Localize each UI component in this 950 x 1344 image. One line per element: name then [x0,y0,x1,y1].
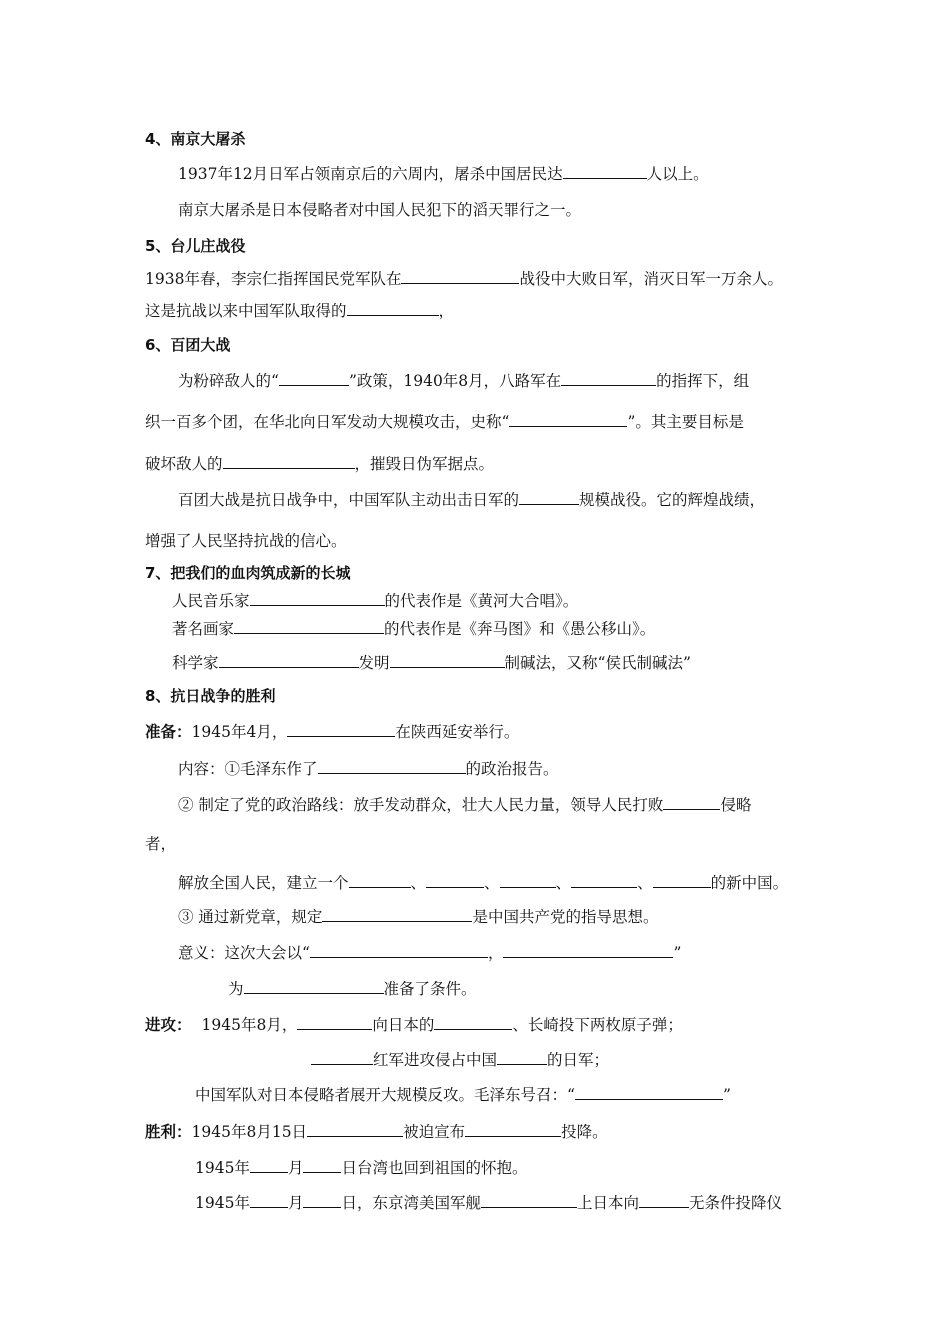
text: 日，东京湾美国军舰 [341,1194,481,1212]
section-8-heading: 8、抗日战争的胜利 [145,687,276,705]
text: ： [176,723,192,741]
text: 中国军队对日本侵略者展开大规模反攻。毛泽东号召：“ [195,1086,575,1104]
section-6-heading: 6、百团大战 [145,336,231,354]
text: 1945年 [195,1159,250,1177]
text: 、 [484,874,500,892]
text: ” [722,1086,731,1104]
blank-2[interactable] [303,1157,341,1173]
text: 1945年 [195,1194,250,1212]
s8-victory-line-3 [195,1192,782,1213]
s8-attack-line-1 [145,1014,683,1035]
text: 织一百多个团，在华北向日军发动大规模攻击，史称“ [145,413,510,431]
text: 的代表作是《奔马图》和《愚公移山》。 [384,620,656,638]
text: 破坏敌人的 [145,455,223,473]
blank-1[interactable] [287,721,395,737]
text: ，摧毁日伪军据点。 [354,455,495,473]
section-4-heading: 4、南京大屠杀 [145,130,246,148]
text: 的指挥下，组 [656,372,750,390]
text: 内容：①毛泽东作了 [178,760,318,778]
text: 人以上。 [646,165,709,183]
text: 解放全国人民，建立一个 [178,874,349,892]
s4-line-2: 南京大屠杀是日本侵略者对中国人民犯下的滔天罪行之一。 [178,201,582,219]
text: 无条件投降仪 [689,1194,783,1212]
blank-1[interactable] [519,489,579,505]
s8-prep-line-4: 者， [145,835,177,853]
blank-2[interactable] [561,370,656,386]
blank-1[interactable] [297,1014,372,1030]
s8-prep-line-3 [178,794,751,815]
text: 的日军； [547,1051,610,1069]
text: 1938年春，李宗仁指挥国民党军队在 [145,270,402,288]
s4-line-1 [178,163,709,184]
s8-prep-line-1 [145,721,519,742]
blank-3[interactable] [481,1192,577,1208]
blank-4[interactable] [639,1192,689,1208]
text: 制碱法，又称“侯氏制碱法” [504,654,691,672]
text: 月 [287,1159,304,1177]
s5-line-2 [145,300,454,321]
text: ： [176,1016,192,1034]
text: 为 [228,980,244,998]
s6-line-4 [178,489,765,510]
text: 1945年8月， [201,1016,298,1034]
blank-1[interactable] [575,1084,723,1100]
text: ② 制定了党的政治路线：放手发动群众，壮大人民力量，领导人民打败 [178,796,664,814]
text: 准备了条件。 [383,980,477,998]
text: 战役中大败日军，消灭日军一万余人。 [519,270,783,288]
s7-line-2 [172,618,655,639]
blank-1[interactable] [244,978,384,994]
blank-2[interactable] [503,942,673,958]
s5-line-1 [145,268,783,289]
text: ”政策，1940年8月，八路军在 [348,372,562,390]
blank-1[interactable] [307,1121,403,1137]
text: 1945年8月15日 [191,1123,308,1141]
blank-1[interactable] [250,1192,288,1208]
s7-line-1 [172,590,578,611]
blank-2[interactable] [426,872,484,888]
text: 、 [410,874,427,892]
text: 百团大战是抗日战争中，中国军队主动出击日军的 [178,491,520,509]
s8-prep-line-8 [228,978,477,999]
text: 这是抗战以来中国军队取得的 [145,302,347,320]
s8-attack-line-3 [195,1084,731,1105]
blank-1[interactable] [401,268,519,284]
s8-victory-line-1 [145,1121,608,1142]
s8-prep-line-6 [178,906,658,927]
blank-3[interactable] [500,872,556,888]
blank-1[interactable] [347,300,439,316]
s8-prep-line-2 [178,758,559,779]
text: 月 [287,1194,304,1212]
text: 为粉碎敌人的“ [178,372,279,390]
text: 的代表作是《黄河大合唱》。 [384,592,579,610]
blank-1[interactable] [318,758,466,774]
blank-1[interactable] [311,1049,373,1065]
section-5-heading: 5、台儿庄战役 [145,237,246,255]
text: 1945年4月， [191,723,288,741]
text: 、 [555,874,572,892]
s8-prep-line-7 [178,942,681,963]
text: 红军进攻侵占中国 [373,1051,498,1069]
text: 规模战役。它的辉煌战绩， [579,491,766,509]
blank-1[interactable] [234,618,384,634]
s8-victory-line-2 [195,1157,527,1178]
text: 投降。 [561,1123,608,1141]
text: ， [487,944,504,962]
blank-2[interactable] [465,1121,561,1137]
text: 上日本向 [576,1194,639,1212]
blank-2[interactable] [390,652,505,668]
text: 人民音乐家 [172,592,250,610]
blank-1[interactable] [322,906,472,922]
blank-2[interactable] [497,1049,547,1065]
text: ： [176,1123,192,1141]
blank-1[interactable] [250,590,385,606]
s7-line-3 [172,652,691,673]
text: 向日本的 [372,1016,435,1034]
text: 意义：这次大会以“ [178,944,310,962]
attack-label: 进攻 [145,1016,177,1034]
text: 日台湾也回到祖国的怀抱。 [341,1159,528,1177]
blank-1[interactable] [349,872,411,888]
s6-line-2 [145,411,744,432]
text: 的新中国。 [710,874,789,892]
blank-5[interactable] [653,872,711,888]
blank-4[interactable] [571,872,637,888]
blank-1[interactable] [279,370,349,386]
text: 被迫宣布 [403,1123,466,1141]
s6-line-1 [178,370,749,391]
text: ③ 通过新党章，规定 [178,908,323,926]
blank-1[interactable] [509,411,627,427]
text: 在陕西延安举行。 [395,723,520,741]
text: ”。其主要目标是 [627,413,744,431]
s8-prep-line-5 [178,872,788,893]
text: 1937年12月日军占领南京后的六周内，屠杀中国居民达 [178,165,563,183]
blank-1[interactable] [563,163,647,179]
text: 的政治报告。 [465,760,559,778]
blank-2[interactable] [303,1192,341,1208]
text: 侵略 [720,796,752,814]
blank-1[interactable] [223,453,355,469]
text: 是中国共产党的指导思想。 [472,908,659,926]
text: 、长崎投下两枚原子弹； [512,1016,683,1034]
text: 著名画家 [172,620,235,638]
text: 、 [637,874,653,892]
blank-2[interactable] [434,1014,512,1030]
text: ， [438,302,455,320]
section-7-heading: 7、把我们的血肉筑成新的长城 [145,564,351,582]
blank-1[interactable] [219,652,359,668]
s8-attack-line-2 [311,1049,609,1070]
text: ” [673,944,682,962]
prep-label: 准备 [145,723,177,741]
text: 科学家 [172,654,219,672]
blank-1[interactable] [310,942,488,958]
s6-line-3 [145,453,494,474]
text: 发明 [358,654,390,672]
s6-line-5: 增强了人民坚持抗战的信心。 [145,532,347,550]
blank-1[interactable] [663,794,720,810]
victory-label: 胜利 [145,1123,177,1141]
blank-1[interactable] [250,1157,288,1173]
